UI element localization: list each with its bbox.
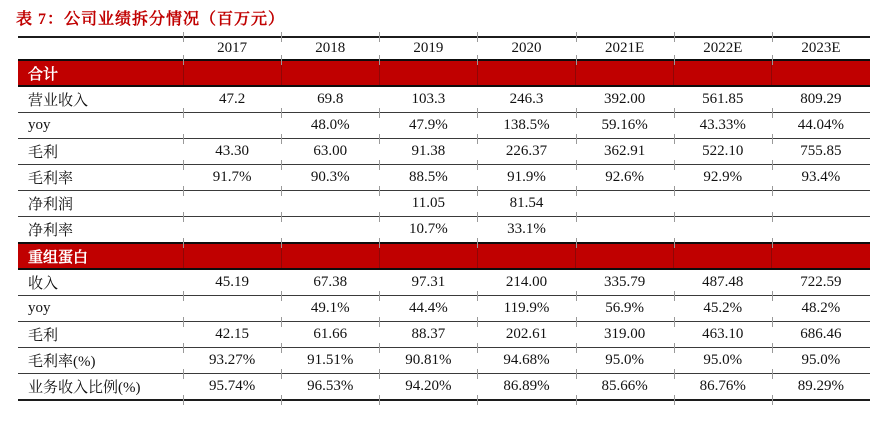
year-header-cell: 2018 xyxy=(281,37,379,60)
value-cell: 487.48 xyxy=(674,269,772,296)
value-cell: 45.19 xyxy=(183,269,281,296)
value-cell: 522.10 xyxy=(674,139,772,165)
year-header-cell: 2020 xyxy=(477,37,575,60)
year-header-cell: 2019 xyxy=(379,37,477,60)
value-cell: 335.79 xyxy=(576,269,674,296)
value-cell: 95.74% xyxy=(183,374,281,401)
value-cell: 95.0% xyxy=(772,348,870,374)
table-row xyxy=(18,296,870,322)
row-label: yoy xyxy=(28,300,51,316)
row-label: 毛利率 xyxy=(28,171,74,187)
value-cell xyxy=(183,191,281,217)
value-cell: 138.5% xyxy=(477,113,575,139)
section-banner-cell xyxy=(281,243,379,269)
value-cell: 43.33% xyxy=(674,113,772,139)
section-banner-cell xyxy=(379,243,477,269)
value-cell xyxy=(281,217,379,244)
section-banner-cell xyxy=(772,60,870,86)
section-banner-cell xyxy=(183,60,281,86)
value-cell: 94.20% xyxy=(379,374,477,401)
performance-table xyxy=(18,36,870,401)
value-cell: 47.2 xyxy=(183,86,281,113)
value-cell: 119.9% xyxy=(477,296,575,322)
value-cell: 92.6% xyxy=(576,165,674,191)
table-row xyxy=(18,269,870,296)
table-head xyxy=(18,37,870,60)
table-row xyxy=(18,348,870,374)
value-cell: 392.00 xyxy=(576,86,674,113)
value-cell: 48.0% xyxy=(281,113,379,139)
value-cell xyxy=(183,217,281,244)
value-cell: 42.15 xyxy=(183,322,281,348)
value-cell xyxy=(674,191,772,217)
value-cell: 45.2% xyxy=(674,296,772,322)
table-row xyxy=(18,374,870,401)
value-cell: 561.85 xyxy=(674,86,772,113)
value-cell: 92.9% xyxy=(674,165,772,191)
table-row xyxy=(18,139,870,165)
value-cell: 88.37 xyxy=(379,322,477,348)
value-cell: 97.31 xyxy=(379,269,477,296)
value-cell: 90.3% xyxy=(281,165,379,191)
row-label: 毛利率(%) xyxy=(28,354,96,370)
value-cell: 94.68% xyxy=(477,348,575,374)
value-cell: 86.76% xyxy=(674,374,772,401)
table-row xyxy=(18,217,870,244)
year-header-cell: 2022E xyxy=(674,37,772,60)
value-cell: 44.04% xyxy=(772,113,870,139)
value-cell: 91.38 xyxy=(379,139,477,165)
value-cell: 90.81% xyxy=(379,348,477,374)
year-header-spacer xyxy=(18,37,183,60)
value-cell: 67.38 xyxy=(281,269,379,296)
value-cell: 88.5% xyxy=(379,165,477,191)
value-cell: 809.29 xyxy=(772,86,870,113)
value-cell xyxy=(576,217,674,244)
value-cell: 91.51% xyxy=(281,348,379,374)
value-cell: 69.8 xyxy=(281,86,379,113)
section-banner-cell xyxy=(281,60,379,86)
value-cell: 95.0% xyxy=(674,348,772,374)
value-cell: 47.9% xyxy=(379,113,477,139)
value-cell: 48.2% xyxy=(772,296,870,322)
value-cell: 49.1% xyxy=(281,296,379,322)
value-cell: 686.46 xyxy=(772,322,870,348)
section-banner-cell xyxy=(674,243,772,269)
table-row xyxy=(18,322,870,348)
value-cell: 11.05 xyxy=(379,191,477,217)
value-cell: 362.91 xyxy=(576,139,674,165)
value-cell: 103.3 xyxy=(379,86,477,113)
row-label: 营业收入 xyxy=(28,93,89,109)
table-body xyxy=(18,60,870,400)
value-cell: 10.7% xyxy=(379,217,477,244)
value-cell xyxy=(281,191,379,217)
value-cell: 246.3 xyxy=(477,86,575,113)
value-cell: 91.7% xyxy=(183,165,281,191)
value-cell: 63.00 xyxy=(281,139,379,165)
value-cell: 95.0% xyxy=(576,348,674,374)
value-cell xyxy=(183,296,281,322)
table-row xyxy=(18,165,870,191)
section-banner-label: 重组蛋白 xyxy=(28,249,89,266)
value-cell: 61.66 xyxy=(281,322,379,348)
section-banner-row xyxy=(18,243,870,269)
value-cell: 86.89% xyxy=(477,374,575,401)
value-cell: 93.4% xyxy=(772,165,870,191)
value-cell: 755.85 xyxy=(772,139,870,165)
row-label: 净利润 xyxy=(28,197,74,213)
value-cell: 43.30 xyxy=(183,139,281,165)
value-cell xyxy=(183,113,281,139)
table-row xyxy=(18,191,870,217)
section-banner-cell xyxy=(576,243,674,269)
value-cell: 96.53% xyxy=(281,374,379,401)
section-banner-cell xyxy=(772,243,870,269)
value-cell xyxy=(772,191,870,217)
year-header-cell: 2021E xyxy=(576,37,674,60)
section-banner-cell xyxy=(477,60,575,86)
value-cell: 226.37 xyxy=(477,139,575,165)
row-label: yoy xyxy=(28,117,51,133)
value-cell: 214.00 xyxy=(477,269,575,296)
value-cell xyxy=(674,217,772,244)
row-label: 毛利 xyxy=(28,145,59,161)
row-label: 业务收入比例(%) xyxy=(28,380,141,396)
value-cell: 319.00 xyxy=(576,322,674,348)
value-cell: 44.4% xyxy=(379,296,477,322)
row-label: 收入 xyxy=(28,276,59,292)
section-banner-cell xyxy=(183,243,281,269)
section-banner-cell xyxy=(576,60,674,86)
table-row xyxy=(18,86,870,113)
row-label: 净利率 xyxy=(28,223,74,239)
year-header-cell: 2023E xyxy=(772,37,870,60)
value-cell: 91.9% xyxy=(477,165,575,191)
value-cell: 56.9% xyxy=(576,296,674,322)
year-header-cell: 2017 xyxy=(183,37,281,60)
value-cell: 463.10 xyxy=(674,322,772,348)
section-banner-cell xyxy=(477,243,575,269)
row-label: 毛利 xyxy=(28,328,59,344)
section-banner-row xyxy=(18,60,870,86)
section-banner-cell xyxy=(674,60,772,86)
table-title: 表 7：公司业绩拆分情况（百万元） xyxy=(16,11,286,28)
value-cell: 59.16% xyxy=(576,113,674,139)
value-cell: 202.61 xyxy=(477,322,575,348)
value-cell: 93.27% xyxy=(183,348,281,374)
value-cell: 33.1% xyxy=(477,217,575,244)
value-cell: 89.29% xyxy=(772,374,870,401)
section-banner-cell xyxy=(379,60,477,86)
table-row xyxy=(18,113,870,139)
year-header-row xyxy=(18,37,870,60)
value-cell: 81.54 xyxy=(477,191,575,217)
value-cell xyxy=(772,217,870,244)
value-cell: 85.66% xyxy=(576,374,674,401)
section-banner-label: 合计 xyxy=(28,66,59,83)
value-cell xyxy=(576,191,674,217)
value-cell: 722.59 xyxy=(772,269,870,296)
